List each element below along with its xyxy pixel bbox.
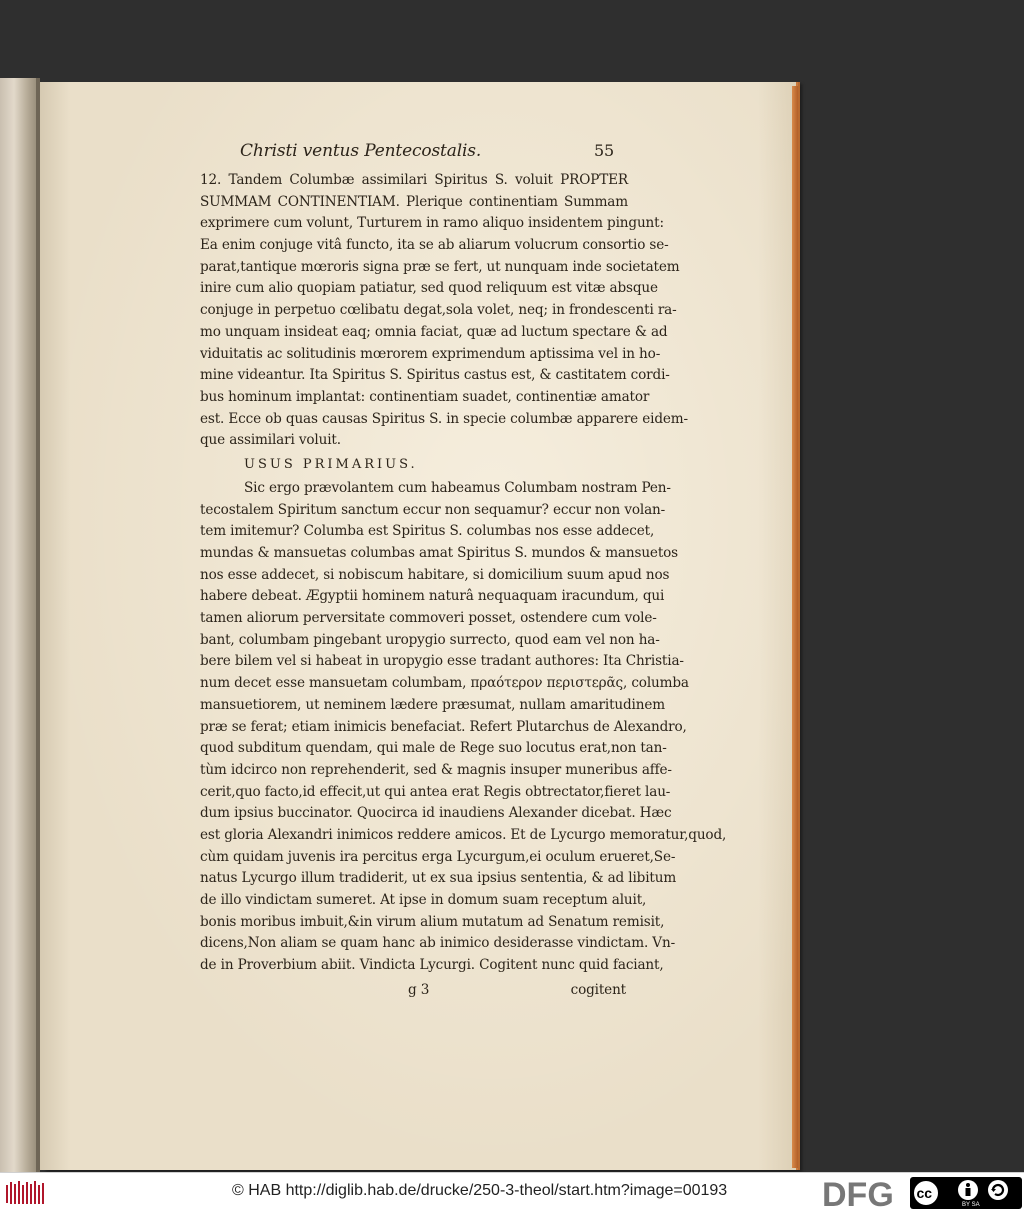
credit-bar [0,1172,1024,1213]
text-line: parat,tantique mœroris signa præ se fert, ut nunquam inde societatem [200,258,680,275]
text-line: præ se ferat; etiam inimicis benefaciat. Refert Plutarchus de Alexandro, [200,718,687,735]
text-line: mine videantur. Ita Spiritus S. Spiritus castus est, & castitatem cordi- [200,367,670,384]
page-text [200,140,727,1003]
cc-license-badge[interactable] [910,1177,1022,1209]
text-line: num decet esse mansuetam columbam, πραότερον περιστερᾶς, columba [200,675,689,692]
text-line: est. Ecce ob quas causas Spiritus S. in specie columbæ apparere eidem- [200,410,688,427]
text-line: SUMMAM CONTINENTIAM. Plerique continentiam Summam [200,193,628,210]
text-line: bus hominum implantat: continentiam suadet, continentiæ amator [200,388,650,405]
text-line: Sic ergo prævolantem cum habeamus Columbam nostram Pen- [244,479,671,496]
text-line: tecostalem Spiritum sanctum eccur non sequamur? eccur non volan- [200,501,666,518]
text-line: est gloria Alexandri inimicos reddere amicos. Et de Lycurgo memoratur,quod, [200,826,727,843]
text-line: mundas & mansuetas columbas amat Spiritus S. mundos & mansuetos [200,545,678,561]
text-line: 12. Tandem Columbæ assimilari Spiritus S. voluit PROPTER [200,172,628,188]
text-line: que assimilari voluit. [200,432,341,449]
text-line: bant, columbam pingebant uropygio surrecto, quod eam vel non ha- [200,631,660,648]
text-line: tùm idcirco non reprehenderit, sed & magnis insuper muneribus affe- [200,761,672,778]
svg-text:cc: cc [916,1185,933,1201]
text-line: tamen aliorum perversitate commoveri posset, ostendere cum vole- [200,610,657,627]
section-heading: USUS PRIMARIUS. [244,456,418,472]
text-line: exprimere cum volunt, Turturem in ramo aliquo insidentem pingunt: [200,215,664,232]
text-line: quod subditum quendam, qui male de Rege suo locutus erat,non tan- [200,740,667,757]
text-line: habere debeat. Ægyptii hominem naturâ nequaquam iracundum, qui [200,588,665,605]
facing-page-edge [0,78,40,1172]
text-line: dicens,Non aliam se quam hanc ab inimico desiderasse vindictam. Vn- [200,935,676,952]
page-number: 55 [593,141,614,160]
text-line: inire cum alio quopiam patiatur, sed quod reliquum est vitæ absque [200,280,658,297]
text-line: cerit,quo facto,id effecit,ut qui antea erat Regis obtrectator,fieret lau- [200,783,671,800]
text-line: de illo vindictam sumeret. At ipse in domum suam receptum aluit, [200,892,647,908]
paragraph-12 [200,170,688,452]
text-line: tem imitemur? Columba est Spiritus S. columbas nos esse addecet, [200,523,655,540]
text-line: dum ipsius buccinator. Quocirca id inaudiens Alexander dicebat. Hæc [200,805,672,822]
text-line: mo unquam insideat eaq; omnia faciat, quæ ad luctum spectare & ad [200,323,668,340]
text-line: conjuge in perpetuo cœlibatu degat,sola volet, neq; in frondescenti ra- [200,302,677,319]
credit-link[interactable]: © HAB http://diglib.hab.de/drucke/250-3-theol/start.htm?image=00193 [232,1182,728,1199]
dfg-logo-text: DFG [822,1176,894,1213]
paragraph-usus [200,478,727,977]
text-line: bonis moribus imbuit,&in virum alium mutatum ad Senatum remisit, [200,913,665,930]
text-line: bere bilem vel si habeat in uropygio esse tradant authores: Ita Christia- [200,653,684,670]
cc-label: BY SA [962,1202,980,1208]
text-line: mansuetiorem, ut neminem lædere præsumat, nullam amaritudinem [200,696,665,713]
text-line: viduitatis ac solitudinis mœrorem exprimendum aptissima vel in ho- [200,345,661,362]
running-head [200,140,628,170]
text-line: Ea enim conjuge vitâ functo, ita se ab aliarum volucrum consortio se- [200,237,669,254]
text-line: nos esse addecet, si nobiscum habitare, si domicilium suum apud nos [200,566,670,583]
text-line: cùm quidam juvenis ira percitus erga Lycurgum,ei oculum erueret,Se- [200,848,676,865]
text-line: natus Lycurgo illum tradiderit, ut ex sua ipsius sententia, & ad libitum [200,870,677,887]
catchword: cogitent [570,981,626,998]
page-edge [792,86,798,1168]
text-line: de in Proverbium abiit. Vindicta Lycurgi. Cogitent nunc quid faciant, [200,957,664,974]
hab-logo-icon[interactable] [4,1179,48,1207]
dfg-logo-icon[interactable] [820,1176,916,1213]
signature-mark: g 3 [408,981,430,998]
page-footer [200,977,628,1003]
running-head-title: Christi ventus Pentecostalis. [240,141,482,161]
